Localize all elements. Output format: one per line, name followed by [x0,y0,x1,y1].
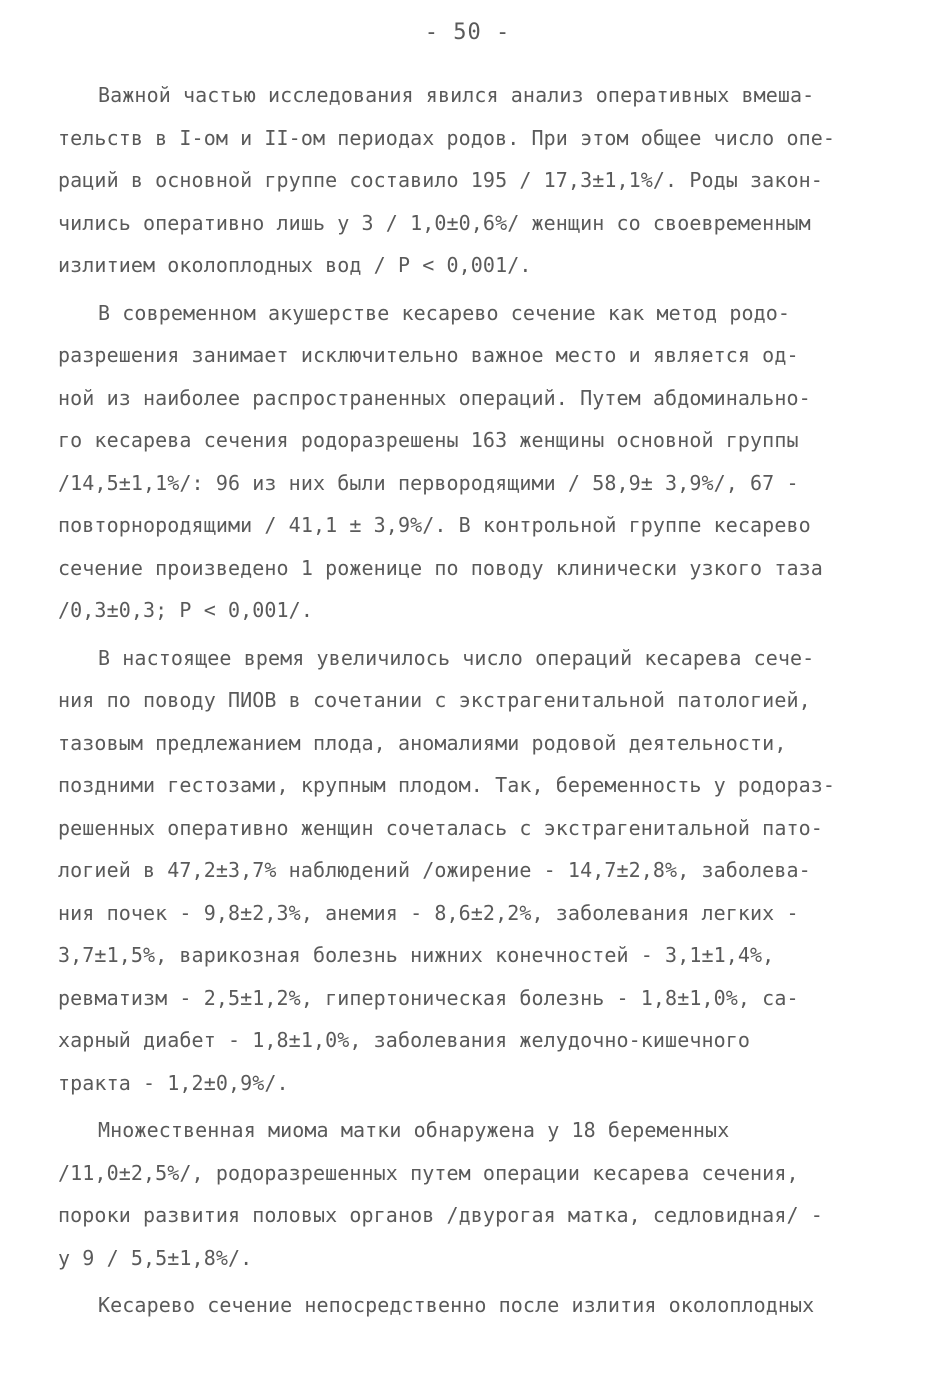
text-line: сечение произведено 1 роженице по поводу клинически узкого таза [58,555,823,580]
text-line: В современном акушерстве кесарево сечение как метод родо- [98,300,791,325]
text-line: В настоящее время увеличилось число операций кесарева сече- [98,645,815,670]
paragraph [58,1109,878,1279]
text-line: ния по поводу ПИОВ в сочетании с экстрагенитальной патологией, [58,688,811,712]
text-line: решенных оперативно женщин сочеталась с экстрагенитальной пато- [58,815,823,840]
text-line: у 9 / 5,5±1,8%/. [58,1245,253,1270]
text-line: повторнородящими / 41,1 ± 3,9%/. В контрольной группе кесарево [58,513,811,537]
text-line: Кесарево сечение непосредственно после излития околоплодных [98,1293,815,1317]
text-line: /11,0±2,5%/, родоразрешенных путем операции кесарева сечения, [58,1160,799,1185]
text-line: поздними гестозами, крупным плодом. Так, беременность у родораз- [58,773,836,797]
text-line: /0,3±0,3; Р < 0,001/. [58,598,313,622]
text-line: излитием околоплодных вод / Р < 0,001/. [58,253,532,277]
text-line: ревматизм - 2,5±1,2%, гипертоническая болезнь - 1,8±1,0%, са- [58,985,799,1010]
paragraph [58,1284,878,1327]
text-line: тельств в I-ом и II-ом периодах родов. При этом общее число опе- [58,125,836,150]
text-line: Множественная миома матки обнаружена у 18 беременных [98,1118,730,1142]
text-line: /14,5±1,1%/: 96 из них были первородящими / 58,9± 3,9%/, 67 - [58,470,799,495]
text-line: пороки развития половых органов /двурогая матка, седловидная/ - [58,1203,823,1227]
text-line: харный диабет - 1,8±1,0%, заболевания желудочно-кишечного [58,1028,751,1052]
text-line: раций в основной группе составило 195 / 17,3±1,1%/. Роды закон- [58,168,823,192]
text-line: логией в 47,2±3,7% наблюдений /ожирение - 14,7±2,8%, заболева- [58,858,811,882]
page-number: - 50 - [424,20,511,45]
text-line: Важной частью исследования явился анализ оперативных вмеша- [98,83,815,107]
text-line: чились оперативно лишь у 3 / 1,0±0,6%/ женщин со своевременным [58,210,811,235]
body-text [58,74,878,1332]
text-line: ной из наиболее распространенных операций. Путем абдоминально- [58,385,811,410]
text-line: разрешения занимает исключительно важное место и является од- [58,343,799,367]
paragraph [58,637,878,1105]
paragraph [58,292,878,632]
paragraph [58,74,878,287]
text-line: 3,7±1,5%, варикозная болезнь нижних конечностей - 3,1±1,4%, [58,943,775,967]
text-line: го кесарева сечения родоразрешены 163 женщины основной группы [58,428,799,452]
text-line: тазовым предлежанием плода, аномалиями родовой деятельности, [58,730,787,755]
text-line: ния почек - 9,8±2,3%, анемия - 8,6±2,2%, заболевания легких - [58,900,799,925]
text-line: тракта - 1,2±0,9%/. [58,1070,289,1095]
